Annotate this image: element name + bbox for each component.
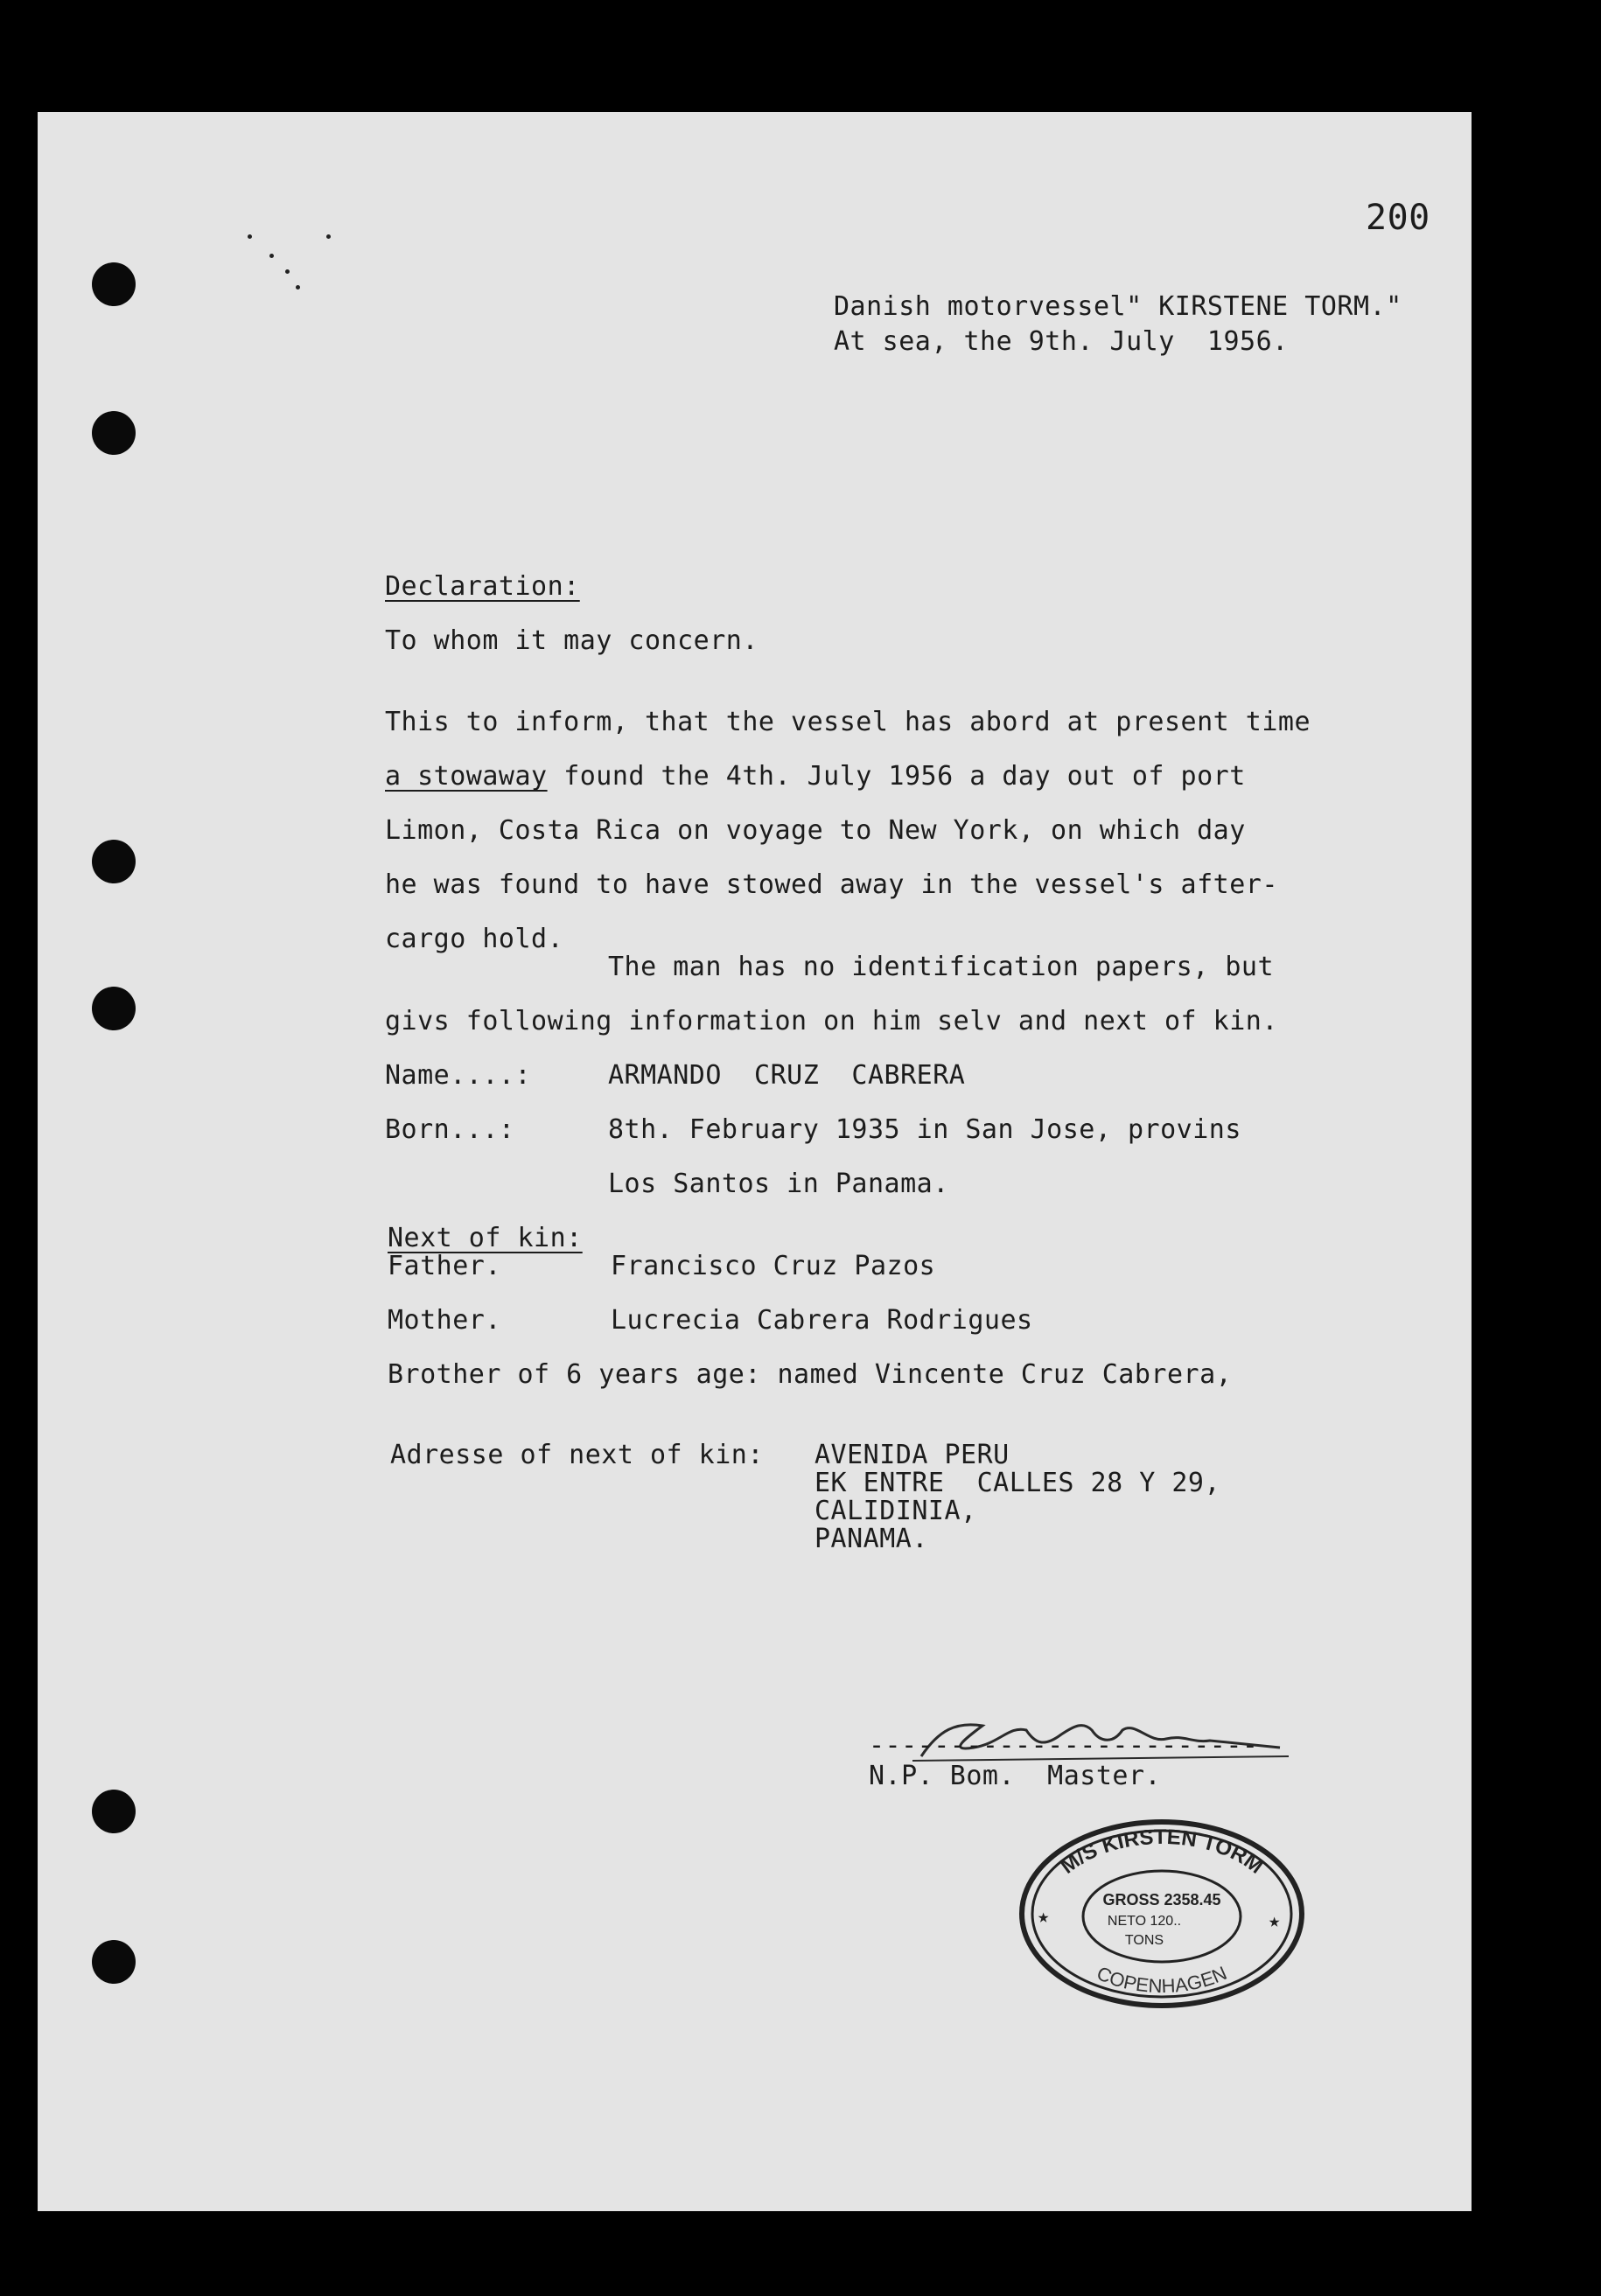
- star-icon: ★: [1038, 1906, 1050, 1928]
- speck: [285, 269, 290, 274]
- address-line: CALIDINIA,: [814, 1496, 977, 1526]
- binder-hole: [92, 1940, 136, 1984]
- page-number: 200: [1366, 198, 1430, 238]
- binder-hole: [92, 411, 136, 455]
- ship-stamp: [1013, 1813, 1311, 2014]
- stamp-bottom-text: COPENHAGEN: [1094, 1961, 1230, 1998]
- binder-hole: [92, 1790, 136, 1833]
- address-label: Adresse of next of kin:: [390, 1440, 764, 1470]
- binder-hole: [92, 262, 136, 306]
- body-line-2: [385, 761, 1246, 792]
- address-line: AVENIDA PERU: [814, 1440, 1010, 1470]
- speck: [326, 234, 331, 239]
- vessel-line: Danish motorvessel" KIRSTENE TORM.": [834, 291, 1402, 322]
- binder-hole: [92, 987, 136, 1030]
- signature-dashes: ------------------------: [869, 1730, 1259, 1761]
- star-icon: ★: [1269, 1910, 1281, 1932]
- body-line: givs following information on him selv and next of kin.: [385, 1006, 1278, 1036]
- name-label: Name....:: [385, 1060, 532, 1091]
- body-line: he was found to have stowed away in the vessel's after-: [385, 869, 1278, 900]
- stamp-line3: TONS: [1124, 1933, 1164, 1948]
- born-value: 8th. February 1935 in San Jose, provins: [608, 1114, 1241, 1145]
- speck: [296, 285, 300, 290]
- stamp-line1: GROSS 2358.45: [1102, 1891, 1221, 1909]
- body-line: Limon, Costa Rica on voyage to New York, on which day: [385, 815, 1246, 846]
- body-line: cargo hold.: [385, 924, 564, 954]
- body-line-2-rest: found the 4th. July 1956 a day out of port: [563, 761, 1246, 792]
- declaration-heading: Declaration:: [385, 571, 580, 602]
- father-label: Father.: [388, 1251, 501, 1281]
- born-value-2: Los Santos in Panama.: [608, 1169, 949, 1199]
- brother-line: Brother of 6 years age: named Vincente Cruz Cabrera,: [388, 1359, 1233, 1390]
- speck: [248, 234, 252, 239]
- signer-name: N.P. Bom. Master.: [869, 1761, 1162, 1791]
- stamp-top-text: M/S KIRSTEN TORM: [1056, 1825, 1268, 1879]
- document-page: [38, 112, 1472, 2211]
- stamp-line2: NETO 120..: [1107, 1914, 1182, 1929]
- place-date-line: At sea, the 9th. July 1956.: [834, 326, 1289, 357]
- body-line: This to inform, that the vessel has abord at present time: [385, 707, 1311, 737]
- address-line: PANAMA.: [814, 1524, 928, 1554]
- salutation: To whom it may concern.: [385, 625, 759, 656]
- stowaway-phrase: a stowaway: [385, 761, 548, 792]
- mother-label: Mother.: [388, 1305, 501, 1336]
- next-of-kin-heading: Next of kin:: [388, 1223, 583, 1253]
- address-line: EK ENTRE CALLES 28 Y 29,: [814, 1468, 1221, 1498]
- name-value: ARMANDO CRUZ CABRERA: [608, 1060, 966, 1091]
- father-value: Francisco Cruz Pazos: [611, 1251, 936, 1281]
- binder-hole: [92, 840, 136, 883]
- born-label: Born...:: [385, 1114, 515, 1145]
- speck: [269, 254, 274, 258]
- mother-value: Lucrecia Cabrera Rodrigues: [611, 1305, 1033, 1336]
- body-line: The man has no identification papers, but: [608, 952, 1275, 982]
